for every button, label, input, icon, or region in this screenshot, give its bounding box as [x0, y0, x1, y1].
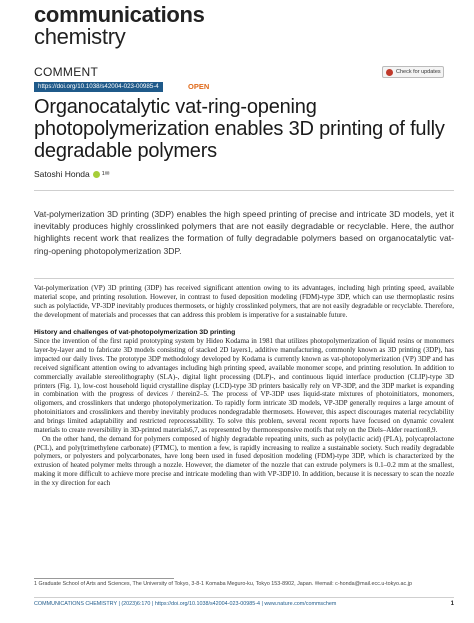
- check-for-updates-button[interactable]: [382, 66, 444, 78]
- page-footer: [34, 600, 454, 608]
- divider: [34, 190, 454, 191]
- journal-name-line1: communications: [34, 2, 205, 27]
- footer-citation[interactable]: COMMUNICATIONS CHEMISTRY | (2023)6:170 | https://doi.org/10.1038/s42004-023-00985-4 | www.nature.com/commschem: [34, 601, 337, 607]
- journal-logo[interactable]: [34, 4, 205, 47]
- orcid-icon[interactable]: [93, 171, 100, 178]
- author-name[interactable]: Satoshi Honda: [34, 169, 90, 179]
- doi-link[interactable]: https://doi.org/10.1038/s42004-023-00985-4: [34, 82, 163, 92]
- abstract: Vat-polymerization 3D printing (3DP) enables the high speed printing of precise and intricate 3D models, yet it inevitably produces highly crosslinked polymers that are not easily degradable or recyclable. Here, the author highlights recent work that realizes the formation of fully degradable polymers based on organocatalytic vat-ring-opening photopolymerization 3DP.: [34, 209, 454, 256]
- article-title: Organocatalytic vat-ring-opening photopolymerization enables 3D printing of fully degradable polymers: [34, 96, 445, 162]
- footnote-divider: [34, 578, 174, 579]
- journal-name-line2: chemistry: [34, 24, 126, 49]
- divider: [34, 278, 454, 279]
- divider: [34, 597, 454, 598]
- open-access-badge: OPEN: [188, 82, 210, 91]
- section-heading: History and challenges of vat-photopolymerization 3D printing: [34, 329, 236, 337]
- page-number: 1: [450, 601, 454, 607]
- author-line: [34, 169, 109, 179]
- article-body: [34, 284, 454, 488]
- body-paragraph-1: Since the invention of the first rapid prototyping system by Hideo Kodama in 1981 that utilizes photopolymerization of liquid resins or monomers layer-by-layer and to fabricate 3D models consisting of stacked 2D layers1, additive manufacturing, commonly known as 3D printing (3DP), has impacted our daily lives. The prototype 3DP methodology developed by Kodama is currently known as vat-photopolymerization (VP) 3DP and has received significant attention owing to advantages including high printing speed, available monomer scope, and printing resolution. In addition to commercially available stereolithography (SLA)-, digital light processing (DLP)-, and continuous liquid interface production (CLIP)-type 3D printers (Fig. 1), low-cost household liquid crystalline display (LCD)-type 3D printers basically rely on VP-3DP, and the 3DP market is expanding in combination with the progress of devices / therein2–5. The process of VP-3DP uses liquid-state mixtures of photoinitiators, monomers, oligomers, and crosslinkers that undergo photopolymerization. To rapidly form intricate 3D models, VP-3DP generally requires a large amount of photoinitiators and crosslinkers and thereby inevitably produces nondegradable thermosets. However, this aspect discourages material recyclability and brings limited adaptability and restricted reprocessability. To solve this problem, several recent reports have focused on dynamic covalent materials to create reversibility in 3D-printed materials6,7, as represented by thermoresponsive motifs that rely on the Diels–Alder reaction8,9.: [34, 337, 454, 434]
- check-for-updates-label: Check for updates: [396, 69, 441, 75]
- update-icon: [386, 69, 393, 76]
- author-affiliation: 1✉: [101, 171, 110, 177]
- footnote: 1 Graduate School of Arts and Sciences, The University of Tokyo, 3-8-1 Komaba Meguro-ku, Tokyo 153-8902, Japan. ✉email: c-honda@mail.ecc.u-tokyo.ac.jp: [34, 581, 412, 587]
- intro-paragraph: Vat-polymerization (VP) 3D printing (3DP) has received significant attention owing to its advantages, including high printing speed, available material scope, and printing resolution. However, in contrast to fused deposition modeling (FDM)-type 3DP, which can use thermoplastic resins such as polylactide, VP-3DP inevitably produces thermosets, or highly crosslinked polymers, that are not easily degradable or recyclable. Therefore, the development of materials and processes that can address this problem is imperative for a sustainable future.: [34, 284, 454, 319]
- article-type: COMMENT: [34, 65, 99, 79]
- body-paragraph-2: On the other hand, the demand for polymers composed of highly degradable repeating units, such as poly(lactic acid) (PLA), polycaprolactone (PCL), and poly(trimethylene carbonate) (PTMC), to mention a few, is rapidly increasing to realize a sustainable society. Such readily degradable polymers, or polyesters and polycarbonates, have long been used in fused deposition modeling (FDM)-type 3DP, which is characterized by the extrusion of heated polymer melts through a nozzle. However, the diameter of the nozzle that can extrude polymers is 0.1–0.2 mm at the smallest, making it more difficult to achieve more precise and intricate modeling than with VP-3DP10. In addition, because it is necessary to scan the nozzle in the xy direction for each: [34, 434, 454, 487]
